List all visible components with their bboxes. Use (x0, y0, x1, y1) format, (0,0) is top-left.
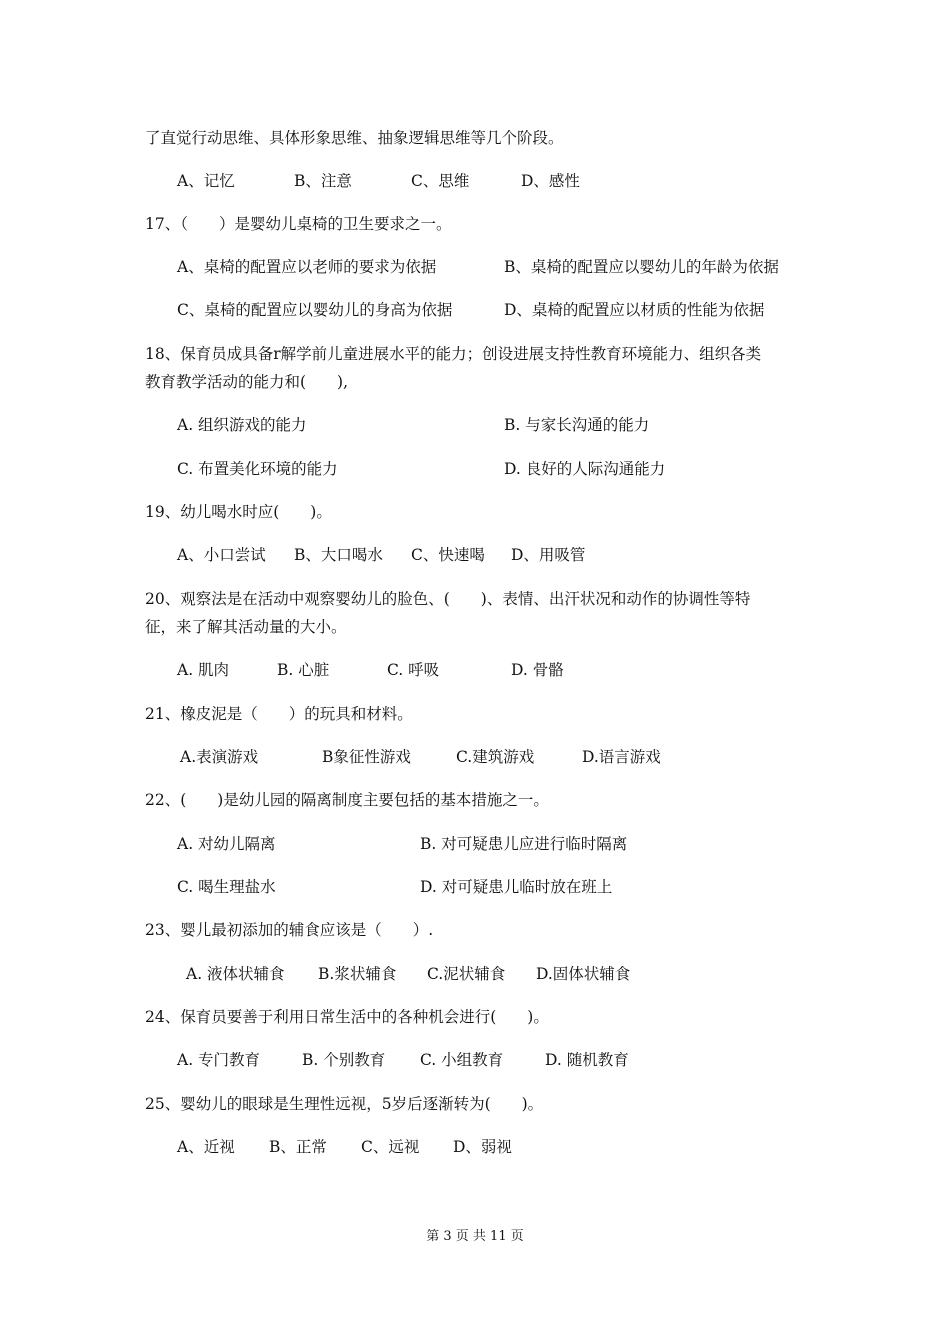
question-16-continuation: 了直觉行动思维、具体形象思维、抽象逻辑思维等几个阶段。 (145, 129, 564, 147)
question-18-continuation: 教育教学活动的能力和( ), (145, 373, 349, 391)
q16-option-b: B、注意 (294, 172, 352, 190)
q17-option-c: C、桌椅的配置应以婴幼儿的身高为依据 (177, 301, 453, 319)
q24-option-d: D. 随机教育 (545, 1051, 629, 1069)
q24-option-a: A. 专门教育 (177, 1051, 261, 1069)
q21-option-c: C.建筑游戏 (456, 748, 535, 766)
question-20-continuation: 征，来了解其活动量的大小。 (145, 618, 347, 636)
q23-option-b: B.浆状辅食 (318, 965, 397, 983)
q18-option-c: C. 布置美化环境的能力 (177, 460, 338, 478)
question-22: 22、( )是幼儿园的隔离制度主要包括的基本措施之一。 (145, 791, 549, 809)
q18-option-b: B. 与家长沟通的能力 (504, 416, 650, 434)
q25-option-a: A、近视 (177, 1138, 235, 1156)
q20-option-c: C. 呼吸 (387, 661, 440, 679)
q17-option-d: D、桌椅的配置应以材质的性能为依据 (504, 301, 765, 319)
q24-option-b: B. 个别教育 (302, 1051, 386, 1069)
q20-option-b: B. 心脏 (277, 661, 330, 679)
question-25: 25、婴幼儿的眼球是生理性远视，5岁后逐渐转为( )。 (145, 1095, 544, 1113)
q16-option-a: A、记忆 (177, 172, 235, 190)
q23-option-c: C.泥状辅食 (427, 965, 506, 983)
q20-option-a: A. 肌肉 (177, 661, 230, 679)
q22-option-a: A. 对幼儿隔离 (177, 835, 276, 853)
question-24: 24、保育员要善于利用日常生活中的各种机会进行( )。 (145, 1008, 549, 1026)
q25-option-b: B、正常 (269, 1138, 327, 1156)
q22-option-b: B. 对可疑患儿应进行临时隔离 (420, 835, 628, 853)
q21-option-b: B象征性游戏 (322, 748, 411, 766)
question-23: 23、婴儿最初添加的辅食应该是（ ）. (145, 921, 434, 939)
q23-option-d: D.固体状辅食 (536, 965, 631, 983)
question-21: 21、橡皮泥是（ ）的玩具和材料。 (145, 705, 413, 723)
q19-option-c: C、快速喝 (411, 546, 485, 564)
q21-option-a: A.表演游戏 (180, 748, 259, 766)
question-20: 20、观察法是在活动中观察婴幼儿的脸色、( )、表情、出汗状况和动作的协调性等特 (145, 590, 751, 608)
q16-option-c: C、思维 (411, 172, 470, 190)
q22-option-c: C. 喝生理盐水 (177, 878, 276, 896)
q18-option-d: D. 良好的人际沟通能力 (504, 460, 666, 478)
q25-option-c: C、远视 (361, 1138, 420, 1156)
question-17: 17、（ ）是婴幼儿桌椅的卫生要求之一。 (145, 215, 452, 233)
q19-option-a: A、小口尝试 (177, 546, 266, 564)
q17-option-a: A、桌椅的配置应以老师的要求为依据 (177, 258, 437, 276)
q19-option-b: B、大口喝水 (294, 546, 383, 564)
q16-option-d: D、感性 (521, 172, 580, 190)
question-19: 19、幼儿喝水时应( )。 (145, 503, 332, 521)
q21-option-d: D.语言游戏 (582, 748, 661, 766)
q18-option-a: A. 组织游戏的能力 (177, 416, 307, 434)
q24-option-c: C. 小组教育 (420, 1051, 504, 1069)
q20-option-d: D. 骨骼 (511, 661, 564, 679)
q23-option-a: A. 液体状辅食 (186, 965, 285, 983)
q19-option-d: D、用吸管 (511, 546, 586, 564)
q17-option-b: B、桌椅的配置应以婴幼儿的年龄为依据 (504, 258, 779, 276)
page-number-footer: 第 3 页 共 11 页 (426, 1229, 524, 1244)
question-18: 18、保育员成具备r解学前儿童进展水平的能力；创设进展支持性教育环境能力、组织各类 (145, 345, 762, 363)
q25-option-d: D、弱视 (453, 1138, 512, 1156)
q22-option-d: D. 对可疑患儿临时放在班上 (420, 878, 613, 896)
